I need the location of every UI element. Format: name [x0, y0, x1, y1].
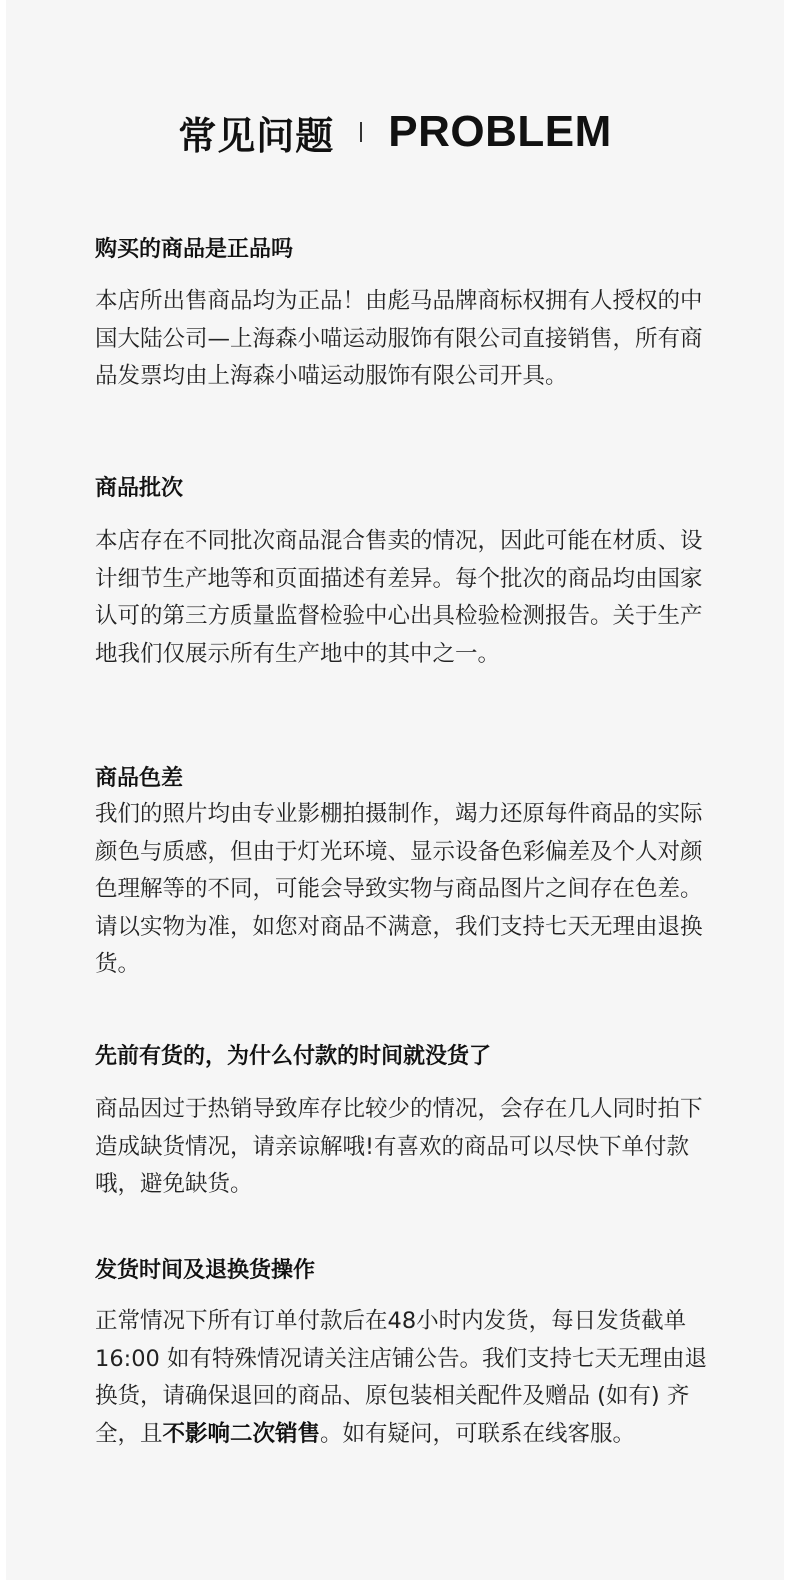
section-header — [0, 104, 790, 160]
faq-item-color-difference — [95, 763, 715, 984]
faq-answer-text-before: 正常情况下所有订单付款后在48小时内发货，每日发货截单16:00 如有特殊情况请关注店铺公告。我们支持七天无理由退换货，请确保退回的商品、原包装相关配件及赠品 (如有) 齐全，且 — [95, 1308, 707, 1447]
header-divider — [360, 122, 362, 142]
faq-question: 发货时间及退换货操作 — [95, 1258, 316, 1283]
header-title-cn: 常见问题 — [178, 113, 335, 158]
faq-question: 商品批次 — [95, 476, 184, 501]
faq-question: 商品色差 — [95, 766, 184, 791]
faq-answer: 本店存在不同批次商品混合售卖的情况，因此可能在材质、设计细节生产地等和页面描述有差异。每个批次的商品均由国家认可的第三方质量监督检验中心出具检验检测报告。关于生产地我们仅展示所有生产地中的其中之一。 — [95, 528, 703, 667]
faq-answer: 本店所出售商品均为正品！由彪马品牌商标权拥有人授权的中国大陆公司—上海森小喵运动服饰有限公司直接销售，所有商品发票均由上海森小喵运动服饰有限公司开具。 — [95, 288, 703, 389]
faq-question: 购买的商品是正品吗 — [95, 237, 294, 262]
faq-item-authenticity — [95, 234, 715, 396]
faq-item-shipping-returns — [95, 1255, 715, 1453]
faq-answer-emphasis: 不影响二次销售 — [162, 1420, 321, 1447]
faq-question: 先前有货的，为什么付款的时间就没货了 — [95, 1044, 492, 1069]
faq-item-batch — [95, 473, 715, 673]
faq-answer: 商品因过于热销导致库存比较少的情况，会存在几人同时拍下造成缺货情况，请亲谅解哦!有喜欢的商品可以尽快下单付款哦，避免缺货。 — [95, 1096, 703, 1197]
faq-answer-text-after: 。如有疑问，可联系在线客服。 — [320, 1420, 636, 1447]
faq-answer: 我们的照片均由专业影棚拍摄制作，竭力还原每件商品的实际颜色与质感，但由于灯光环境、显示设备色彩偏差及个人对颜色理解等的不同，可能会导致实物与商品图片之间存在色差。请以实物为准，如您对商品不满意，我们支持七天无理由退换货。 — [95, 801, 703, 977]
faq-item-out-of-stock — [95, 1041, 715, 1204]
header-title-en: PROBLEM — [388, 107, 612, 156]
faq-answer — [95, 1303, 715, 1453]
